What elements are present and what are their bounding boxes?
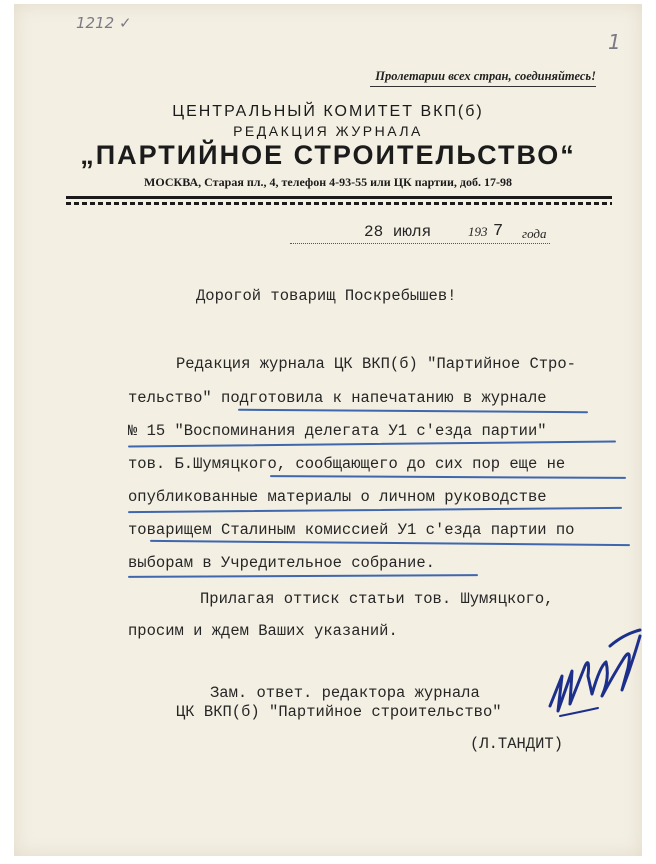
slogan-underline: [370, 86, 596, 87]
date-year-digit: 7: [493, 222, 504, 241]
date-suffix: года: [522, 226, 547, 241]
signature-title-1: Зам. ответ. редактора журнала: [210, 684, 480, 702]
journal-title: „ПАРТИЙНОЕ СТРОИТЕЛЬСТВО“: [80, 140, 576, 170]
body-line-4: тов. Б.Шумяцкого, сообщающего до сих пор еще не: [128, 455, 566, 473]
header-rule-solid: [66, 196, 612, 199]
address-line: МОСКВА, Старая пл., 4, телефон 4-93-55 или ЦК партии, доб. 17-98: [144, 175, 512, 189]
body-line-2: тельство" подготовила к напечатанию в журнале: [128, 389, 547, 407]
page-number: 1: [608, 30, 621, 54]
handwritten-signature: [540, 616, 650, 726]
date-dotted-line: [290, 242, 550, 244]
body-line-5: опубликованные материалы о личном руководстве: [128, 488, 547, 506]
signer-name: (Л.ТАНДИТ): [470, 735, 564, 753]
archive-number: 1212 ✓: [76, 14, 132, 32]
date-year-prefix: 193: [468, 224, 488, 239]
request-line-1: Прилагая оттиск статьи тов. Шумяцкого,: [200, 590, 554, 608]
editorial-office: РЕДАКЦИЯ ЖУРНАЛА: [233, 123, 423, 139]
slogan: Пролетарии всех стран, соединяйтесь!: [375, 69, 596, 83]
body-line-1: Редакция журнала ЦК ВКП(б) "Партийное Стро-: [176, 355, 576, 373]
signature-title-2: ЦК ВКП(б) "Партийное строительство": [176, 703, 502, 721]
request-line-2: просим и ждем Ваших указаний.: [128, 622, 398, 640]
org-name: ЦЕНТРАЛЬНЫЙ КОМИТЕТ ВКП(б): [172, 103, 484, 120]
body-line-3: № 15 "Воспоминания делегата У1 с'езда партии": [128, 422, 547, 440]
date-day-month: 28 июля: [364, 223, 432, 241]
body-line-6: товарищем Сталиным комиссией У1 с'езда партии по: [128, 521, 575, 539]
salutation: Дорогой товарищ Поскребышев!: [196, 287, 457, 305]
body-line-7: выборам в Учредительное собрание.: [128, 554, 435, 572]
header-rule-dashed: [66, 202, 612, 205]
